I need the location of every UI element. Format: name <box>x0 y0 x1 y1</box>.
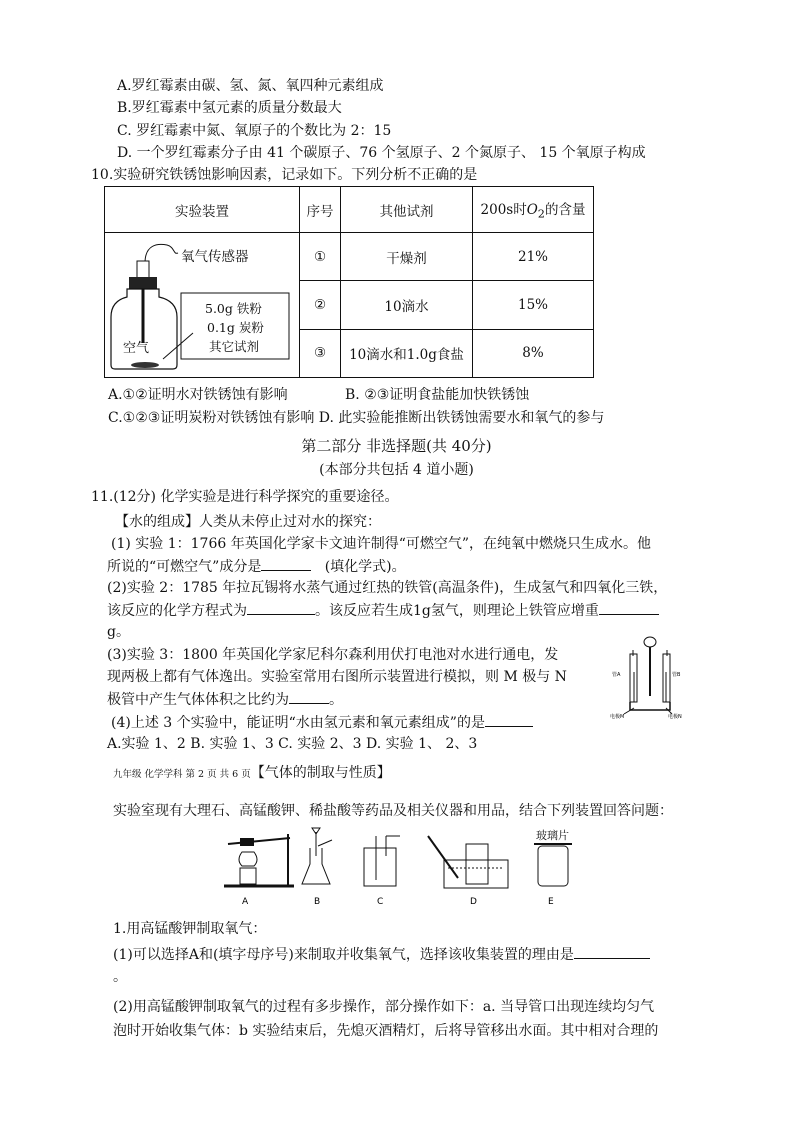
apparatus-e <box>534 844 572 907</box>
q9-option-c: C. 罗红霉素中氮、氧原子的个数比为 2：15 <box>117 123 392 139</box>
gas-apparatus-row <box>214 826 588 910</box>
part2-subtitle: (本部分共包括 4 道小题) <box>319 462 474 478</box>
row2-reagent: 10滴水 <box>341 281 473 329</box>
q11-4: (4)上述 3 个实验中，能证明“水由氢元素和氧元素组成”的是 <box>111 712 533 733</box>
row3-o2: 8% <box>473 329 594 377</box>
svg-text:B: B <box>314 897 321 907</box>
q9-option-b: B.罗红霉素中氢元素的质量分数最大 <box>117 100 342 116</box>
q10-option-cd: C.①②③证明炭粉对铁锈蚀有影响 D. 此实验能推断出铁锈蚀需要水和氧气的参与 <box>108 410 605 426</box>
q11-4-options: A.实验 1、2 B. 实验 1、3 C. 实验 2、3 D. 实验 1、 2、3 <box>107 736 478 752</box>
row1-o2: 21% <box>473 233 594 281</box>
row3-index: ③ <box>300 329 341 377</box>
water-heading: 【水的组成】人类从未停止过对水的探究： <box>115 514 381 530</box>
box-line-1: 5.0g 铁粉 <box>205 301 262 316</box>
row1-index: ① <box>300 233 341 281</box>
svg-text:D: D <box>470 897 477 907</box>
q11-3-line3: 极管中产生气体体积之比约为 。 <box>107 689 343 710</box>
gas-heading: 【气体的制取与性质】 <box>250 765 391 781</box>
answer-blank-5[interactable] <box>485 712 533 727</box>
box-line-3: 其它试剂 <box>209 339 260 354</box>
q11-1-line1: (1) 实验 1：1766 年英国化学家卡文迪许制得“可燃空气”，在纯氧中燃烧只生成水。他 <box>111 536 652 552</box>
answer-blank-6[interactable] <box>574 944 650 959</box>
answer-blank-2[interactable] <box>247 600 315 615</box>
apparatus-b <box>302 828 332 907</box>
q10-stem: 10.实验研究铁锈蚀影响因素，记录如下。下列分析不正确的是 <box>91 167 478 183</box>
svg-text:A: A <box>242 897 249 907</box>
header-reagent: 其他试剂 <box>341 187 473 233</box>
gas-q1-2-line1: (2)用高锰酸钾制取氧气的过程有多步操作，部分操作如下：a. 当导管口出现连续均匀气 <box>113 999 655 1015</box>
sensor-label: 氧气传感器 <box>181 249 249 265</box>
svg-text:管A: 管A <box>612 672 621 678</box>
answer-blank-4[interactable] <box>289 689 329 704</box>
gas-q1-1: (1)可以选择A和(填字母序号)来制取并收集氧气，选择该收集装置的理由是 <box>113 944 650 965</box>
q11-2-line1: (2)实验 2：1785 年拉瓦锡将水蒸气通过红热的铁管(高温条件)，生成氢气和四氧化三铁， <box>107 580 668 596</box>
apparatus-d <box>428 836 508 907</box>
q10-table <box>104 186 594 378</box>
glass-plate-label: 玻璃片 <box>536 829 569 842</box>
q11-3-line2: 现两极上都有气体逸出。实验室常用右图所示装置进行模拟，则 M 极与 N <box>107 669 567 685</box>
apparatus-cell <box>105 233 300 378</box>
header-index: 序号 <box>300 187 341 233</box>
gas-intro: 实验室现有大理石、高锰酸钾、稀盐酸等药品及相关仪器和用品，结合下列装置回答问题： <box>113 803 673 819</box>
header-apparatus: 实验装置 <box>105 187 300 233</box>
q11-2-line2: 该反应的化学方程式为 。该反应若生成1g氢气，则理论上铁管应增重 <box>107 600 659 621</box>
part2-title: 第二部分 非选择题(共 40分) <box>301 437 492 455</box>
gas-q1-1-end: 。 <box>113 969 127 985</box>
q11-2-line3: g。 <box>107 624 130 640</box>
header-o2: 200s时$O_2$的含量 <box>473 187 594 233</box>
q11-1-line2: 所说的“可燃空气”成分是 (填化学式)。 <box>107 556 406 577</box>
air-label: 空气 <box>123 341 150 356</box>
box-line-2: 0.1g 炭粉 <box>207 320 264 335</box>
q10-option-b: B. ②③证明食盐能加快铁锈蚀 <box>345 387 530 403</box>
svg-text:电极N: 电极N <box>668 714 682 720</box>
svg-text:E: E <box>548 897 554 907</box>
q11-stem: 11.(12分) 化学实验是进行科学探究的重要途径。 <box>91 489 399 505</box>
apparatus-c <box>364 836 400 907</box>
answer-blank-3[interactable] <box>599 600 659 615</box>
svg-text:电极M: 电极M <box>610 714 625 720</box>
gas-q1: 1.用高锰酸钾制取氧气： <box>113 921 267 937</box>
svg-text:管B: 管B <box>672 672 681 678</box>
q10-option-a: A.①②证明水对铁锈蚀有影响 <box>108 387 288 403</box>
q9-option-a: A.罗红霉素由碳、氢、氮、氧四种元素组成 <box>117 78 384 94</box>
svg-text:C: C <box>377 897 384 907</box>
row2-o2: 15% <box>473 281 594 329</box>
apparatus-a <box>224 834 294 907</box>
electrolysis-apparatus-diagram <box>610 636 686 720</box>
q9-option-d: D. 一个罗红霉素分子由 41 个碳原子、76 个氢原子、2 个氮原子、 15 个氧原子构成 <box>117 145 646 161</box>
row1-reagent: 干燥剂 <box>341 233 473 281</box>
page-footer: 九年级 化学学科 第 2 页 共 6 页 <box>113 769 251 780</box>
row3-reagent: 10滴水和1.0g食盐 <box>341 329 473 377</box>
footer-row <box>113 763 391 785</box>
row2-index: ② <box>300 281 341 329</box>
answer-blank-1[interactable] <box>261 556 311 571</box>
q11-3-line1: (3)实验 3：1800 年英国化学家尼科尔森利用伏打电池对水进行通电，发 <box>107 647 559 663</box>
gas-q1-2-line2: 泡时开始收集气体：b 实验结束后，先熄灭酒精灯，后将导管移出水面。其中相对合理的 <box>113 1023 659 1039</box>
